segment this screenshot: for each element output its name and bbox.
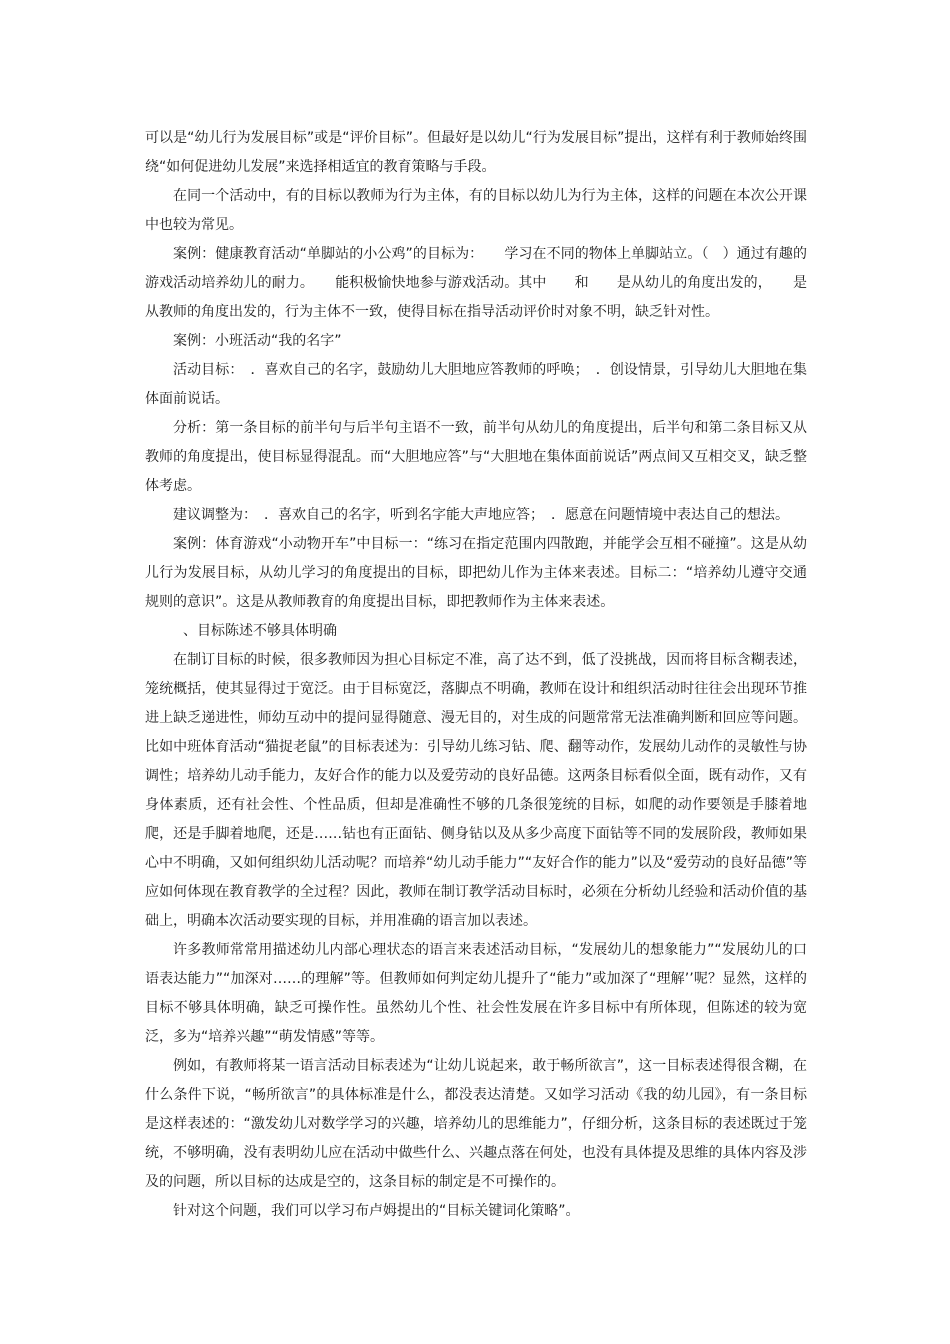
section-heading: 、目标陈述不够具体明确	[183, 623, 337, 639]
paragraph-analysis: 分析：第一条目标的前半句与后半句主语不一致，前半句从幼儿的角度提出，后半句和第二条目标又从教师的角度提出，使目标显得混乱。而“大胆地应答”与“大胆地在集体面前说话”两点间又互相交叉，缺乏整体考虑。	[145, 420, 807, 494]
paragraph-suggestion: 建议调整为： ．喜欢自己的名字，听到名字能大声地应答； ．愿意在问题情境中表达自己的想法。	[173, 507, 789, 523]
document-body	[145, 124, 807, 1226]
paragraph-continuation: 可以是“幼儿行为发展目标”或是“评价目标”。但最好是以幼儿“行为发展目标”提出，这样有利于教师始终围绕“如何促进幼儿发展”来选择相适宜的教育策略与手段。	[145, 130, 807, 175]
paragraph-example-language: 例如，有教师将某一语言活动目标表述为“让幼儿说起来，敢于畅所欲言”，这一目标表述得很含糊，在什么条件下说，“畅所欲言”的具体标准是什么，都没表达清楚。又如学习活动《我的幼儿园》，有一条目标是这样表述的：“激发幼儿对数学学习的兴趣，培养幼儿的思维能力”，仔细分析，这条目标的表述既过于笼统，不够明确，没有表明幼儿应在活动中做些什么、兴趣点落在何处，也没有具体提及思维的具体内容及涉及的问题，所以目标的达成是空的，这条目标的制定是不可操作的。	[145, 1058, 807, 1190]
paragraph-case-rooster: 案例：健康教育活动“单脚站的小公鸡”的目标为： 学习在不同的物体上单脚站立。（ ）通过有趣的游戏活动培养幼儿的耐力。 能积极愉快地参与游戏活动。其中 和 是从幼儿的角度出发的， 是从教师的角度出发的，行为主体不一致，使得目标在指导活动评价时对象不明，缺乏针对性。	[145, 246, 807, 320]
paragraph-case-my-name: 案例：小班活动“我的名字”	[173, 333, 342, 349]
paragraph-activity-goals: 活动目标： ．喜欢自己的名字，鼓励幼儿大胆地应答教师的呼唤； ．创设情景，引导幼儿大胆地在集体面前说话。	[145, 362, 807, 407]
paragraph-case-animal-car: 案例：体育游戏“小动物开车”中目标一：“练习在指定范围内四散跑，并能学会互相不碰撞”。这是从幼儿行为发展目标，从幼儿学习的角度提出的目标，即把幼儿作为主体来表述。目标二：“培养幼儿遵守交通规则的意识”。这是从教师教育的角度提出目标，即把教师作为主体来表述。	[145, 536, 807, 610]
paragraph-bloom-strategy: 针对这个问题，我们可以学习布卢姆提出的“目标关键词化策略”。	[173, 1203, 580, 1219]
paragraph-subject-inconsistency: 在同一个活动中，有的目标以教师为行为主体，有的目标以幼儿为行为主体，这样的问题在本次公开课中也较为常见。	[145, 188, 807, 233]
paragraph-vague-goals: 在制订目标的时候，很多教师因为担心目标定不准，高了达不到，低了没挑战，因而将目标含糊表述，笼统概括，使其显得过于宽泛。由于目标宽泛，落脚点不明确，教师在设计和组织活动时往往会出现环节推进上缺乏递进性，师幼互动中的提问显得随意、漫无目的，对生成的问题常常无法准确判断和回应等问题。比如中班体育活动“猫捉老鼠”的目标表述为：引导幼儿练习钻、爬、翻等动作，发展幼儿动作的灵敏性与协调性；培养幼儿动手能力，友好合作的能力以及爱劳动的良好品德。这两条目标看似全面，既有动作，又有身体素质，还有社会性、个性品质，但却是准确性不够的几条很笼统的目标，如爬的动作要领是手膝着地爬，还是手脚着地爬，还是……钻也有正面钻、侧身钻以及从多少高度下面钻等不同的发展阶段，教师如果心中不明确，又如何组织幼儿活动呢？而培养“幼儿动手能力”“友好合作的能力”以及“爱劳动的良好品德”等应如何体现在教育教学的全过程？因此，教师在制订教学活动目标时，必须在分析幼儿经验和活动价值的基础上，明确本次活动要实现的目标，并用准确的语言加以表述。	[145, 652, 807, 929]
paragraph-mental-state-language: 许多教师常常用描述幼儿内部心理状态的语言来表述活动目标，“发展幼儿的想象能力”“发展幼儿的口语表达能力”“加深对……的理解”等。但教师如何判定幼儿提升了“能力”或加深了“理解’’呢？显然，这样的目标不够具体明确，缺乏可操作性。虽然幼儿个性、社会性发展在许多目标中有所体现，但陈述的较为宽泛，多为“培养兴趣”“萌发情感”等等。	[145, 942, 807, 1045]
